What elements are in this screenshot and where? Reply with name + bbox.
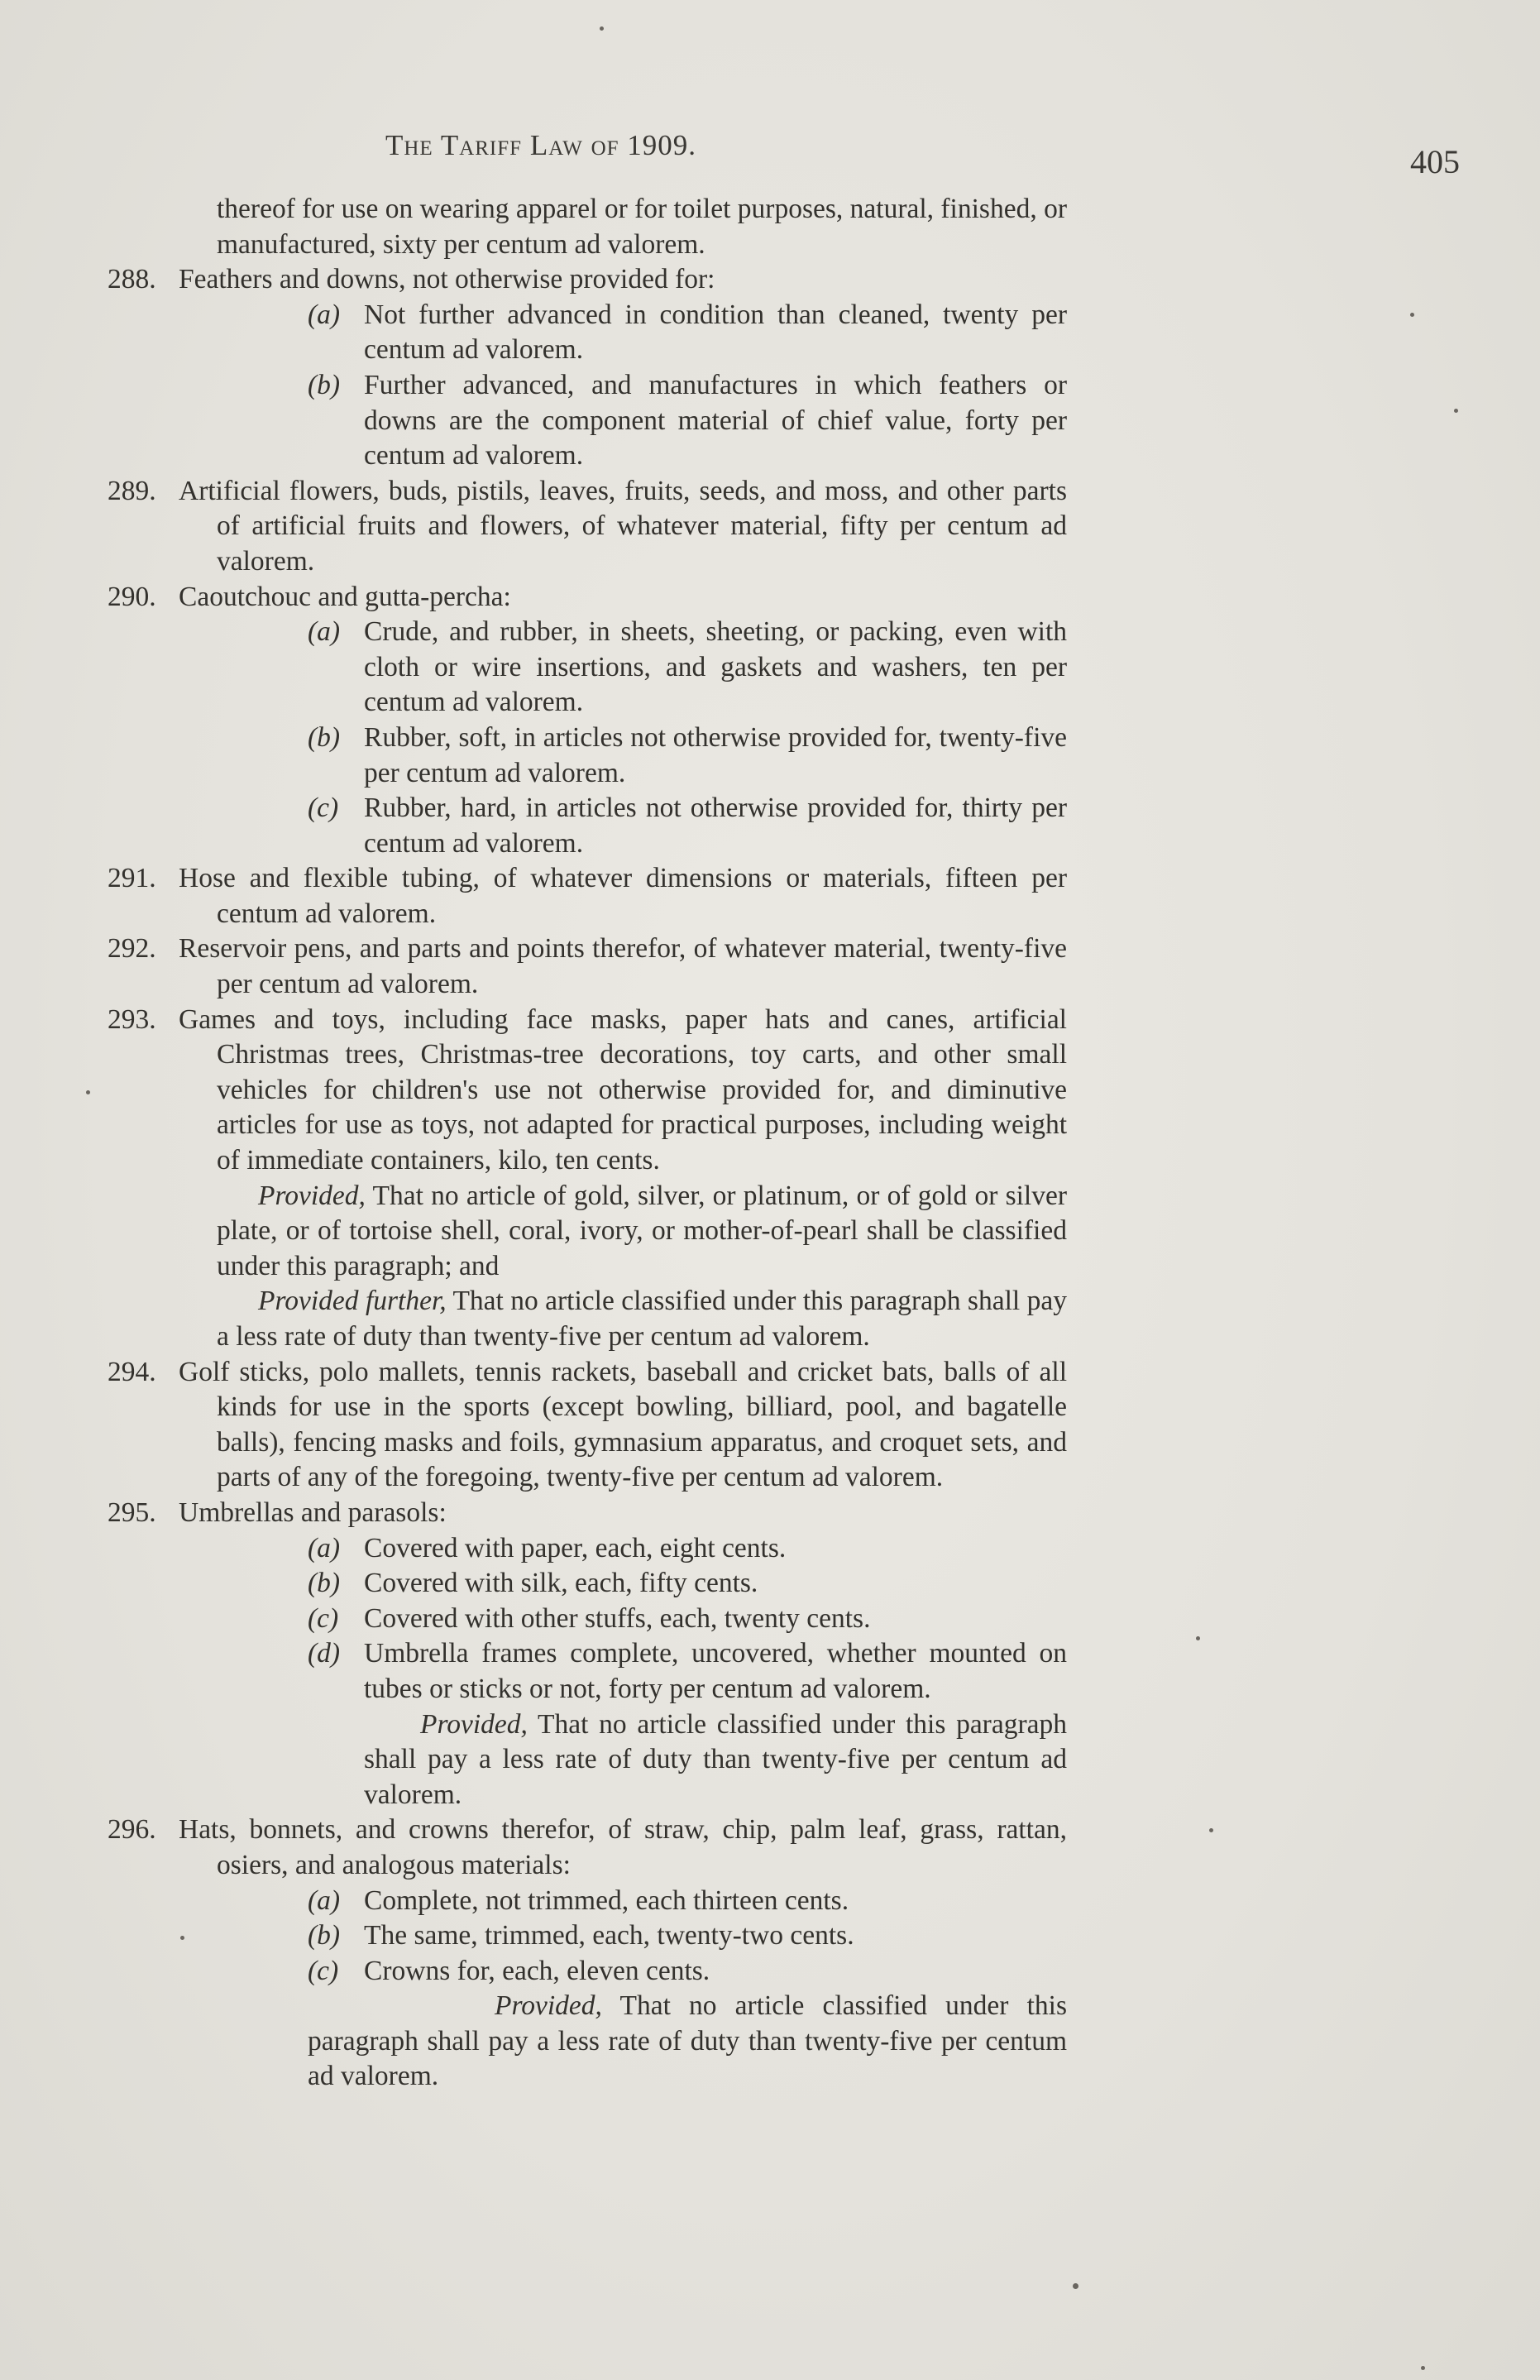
subparagraph-296-c (108, 1954, 1067, 1990)
proviso-text: That no article classified under this paragraph shall pay a less rate of duty than twenty-five per centum ad valorem. (364, 1708, 1067, 1810)
paragraph-text: Games and toys, including face masks, paper hats and canes, artificial Christmas trees, Christmas-tree decorations, toy carts, and other small vehicles for children's use not otherwise provided for, and diminutive articles for use as toys, not adapted for practical purposes, including weight of immediate containers, kilo, ten cents. (179, 1003, 1067, 1176)
subparagraph-295-b (108, 1566, 1067, 1602)
subparagraph-290-a (108, 615, 1067, 721)
paragraph-number: 288. (108, 264, 156, 295)
paragraph-number: 292. (108, 933, 156, 965)
paragraph-288 (108, 262, 1067, 298)
subparagraph-text: Complete, not trimmed, each thirteen cents. (364, 1884, 849, 1916)
paragraph-291 (108, 861, 1067, 931)
subparagraph-290-b (108, 721, 1067, 791)
paragraph-293 (108, 1003, 1067, 1179)
paragraph-heading: Caoutchouc and gutta-percha: (179, 581, 511, 612)
subparagraph-295-a (108, 1531, 1067, 1567)
scan-speck (1196, 1636, 1200, 1640)
subparagraph-text: Rubber, soft, in articles not otherwise provided for, twenty-five per centum ad valorem. (364, 721, 1067, 788)
scan-speck (1410, 313, 1414, 317)
paragraph-text: Artificial flowers, buds, pistils, leaves, fruits, seeds, and moss, and other parts of artificial fruits and flowers, of whatever material, fifty per centum ad valorem. (179, 475, 1067, 577)
subparagraph-text: Rubber, hard, in articles not otherwise provided for, thirty per centum ad valorem. (364, 793, 1067, 859)
subparagraph-296-a (108, 1884, 1067, 1919)
subparagraph-letter: (a) (308, 299, 341, 330)
subparagraph-letter: (b) (308, 1568, 341, 1599)
proviso-label: Provided further, (258, 1286, 447, 1317)
paragraph-number: 293. (108, 1003, 156, 1035)
paragraph-text: Golf sticks, polo mallets, tennis rackets, baseball and cricket bats, balls of all kinds for use in the sports (except bowling, billiard, pool, and bagatelle balls), fencing masks and foils, gymnasium apparatus, and croquet sets, and parts of any of the foregoing, twenty-five per centum ad valorem. (179, 1356, 1067, 1493)
paragraph-number: 291. (108, 863, 156, 894)
proviso-296 (108, 1989, 1067, 2095)
subparagraph-288-b (108, 368, 1067, 474)
continuation-text: thereof for use on wearing apparel or for toilet purposes, natural, finished, or manufactured, sixty per centum ad valorem. (217, 194, 1067, 260)
paragraph-heading: Hats, bonnets, and crowns therefor, of straw, chip, palm leaf, grass, rattan, osiers, and analogous materials: (179, 1814, 1067, 1880)
subparagraph-text: Crude, and rubber, in sheets, sheeting, or packing, even with cloth or wire insertions, and gaskets and washers, ten per centum ad valorem. (364, 616, 1067, 718)
scan-speck (180, 1936, 184, 1940)
scan-speck (1421, 2366, 1425, 2370)
subparagraph-295-d (108, 1636, 1067, 1707)
proviso-label: Provided, (420, 1708, 528, 1740)
proviso-293-further (108, 1284, 1067, 1354)
subparagraph-letter: (a) (308, 1884, 341, 1916)
paragraph-296 (108, 1813, 1067, 1883)
paragraph-292 (108, 931, 1067, 1002)
paragraph-heading: Umbrellas and parasols: (179, 1496, 447, 1528)
paragraph-295 (108, 1496, 1067, 1531)
paragraph-heading: Feathers and downs, not otherwise provided for: (179, 264, 715, 295)
subparagraph-295-c (108, 1602, 1067, 1637)
subparagraph-296-b (108, 1918, 1067, 1954)
proviso-text: That no article classified under this paragraph shall pay a less rate of duty than twenty-five per centum ad valorem. (217, 1286, 1067, 1352)
subparagraph-text: Crowns for, each, eleven cents. (364, 1955, 710, 1986)
paragraph-number: 296. (108, 1814, 156, 1846)
subparagraph-letter: (c) (308, 1602, 339, 1634)
subparagraph-letter: (c) (308, 1955, 339, 1986)
scan-speck (1073, 2283, 1078, 2289)
paragraph-number: 290. (108, 581, 156, 612)
subparagraph-text: Not further advanced in condition than cleaned, twenty per centum ad valorem. (364, 299, 1067, 366)
subparagraph-text: Covered with other stuffs, each, twenty cents. (364, 1602, 871, 1634)
subparagraph-letter: (d) (308, 1638, 341, 1669)
subparagraph-letter: (c) (308, 793, 339, 824)
paragraph-number: 295. (108, 1496, 156, 1528)
paragraph-294 (108, 1355, 1067, 1496)
page-number: 405 (1410, 143, 1460, 180)
subparagraph-text: Further advanced, and manufactures in which feathers or downs are the component material of chief value, forty per centum ad valorem. (364, 369, 1067, 472)
tariff-text-body (108, 192, 1067, 2095)
subparagraph-text: Umbrella frames complete, uncovered, whether mounted on tubes or sticks or not, forty per centum ad valorem. (364, 1638, 1067, 1704)
paragraph-text: Hose and flexible tubing, of whatever dimensions or materials, fifteen per centum ad valorem. (179, 863, 1067, 929)
proviso-295 (108, 1707, 1067, 1813)
paragraph-289 (108, 474, 1067, 580)
paragraph-290 (108, 580, 1067, 615)
subparagraph-letter: (b) (308, 721, 341, 753)
subparagraph-letter: (a) (308, 616, 341, 648)
proviso-text: That no article classified under this paragraph shall pay a less rate of duty than twenty-five per centum ad valorem. (308, 1990, 1067, 2092)
paragraph-number: 289. (108, 475, 156, 506)
scan-speck (1454, 409, 1458, 413)
subparagraph-letter: (b) (308, 369, 341, 400)
proviso-label: Provided, (258, 1180, 366, 1211)
scan-speck (86, 1090, 90, 1094)
paragraph-number: 294. (108, 1356, 156, 1387)
subparagraph-text: The same, trimmed, each, twenty-two cents. (364, 1920, 854, 1951)
proviso-293-first (108, 1179, 1067, 1285)
subparagraph-290-c (108, 791, 1067, 861)
running-title: The Tariff Law of 1909. (385, 129, 697, 161)
subparagraph-288-a (108, 298, 1067, 368)
scan-speck (600, 26, 604, 31)
proviso-text: That no article of gold, silver, or platinum, or of gold or silver plate, or of tortoise shell, coral, ivory, or mother-of-pearl shall be classified under this paragraph; and (217, 1180, 1067, 1281)
subparagraph-letter: (b) (308, 1920, 341, 1951)
scan-speck (1209, 1828, 1213, 1832)
subparagraph-letter: (a) (308, 1532, 341, 1564)
subparagraph-text: Covered with silk, each, fifty cents. (364, 1568, 758, 1599)
subparagraph-text: Covered with paper, each, eight cents. (364, 1532, 787, 1564)
proviso-label: Provided, (495, 1990, 602, 2022)
paragraph-text: Reservoir pens, and parts and points therefor, of whatever material, twenty-five per centum ad valorem. (179, 933, 1067, 1000)
